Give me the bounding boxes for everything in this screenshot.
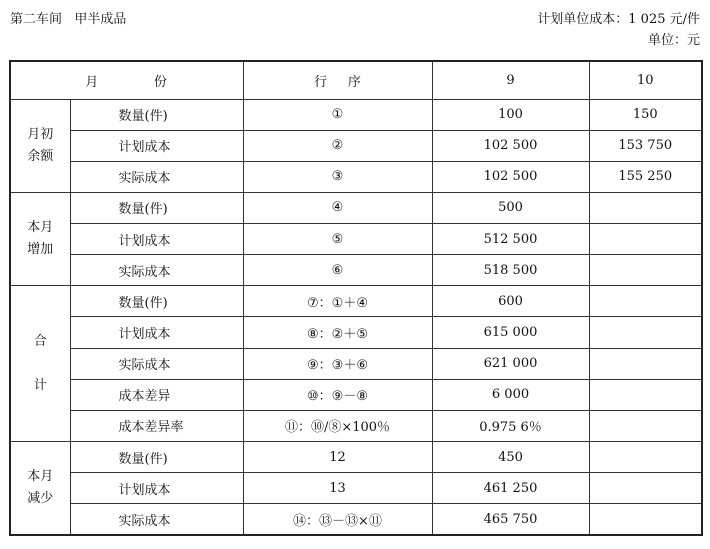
table-row	[10, 99, 702, 130]
row-order: ⑥	[243, 255, 432, 286]
row-value-m9: 461 250	[432, 473, 589, 504]
row-value-m9: 512 500	[432, 224, 589, 255]
table-row	[10, 473, 702, 504]
group-label	[10, 286, 70, 442]
group-label-line: 本月	[27, 469, 54, 485]
row-item-label: 实际成本	[70, 504, 243, 535]
table-body	[10, 99, 702, 535]
table-row	[10, 348, 702, 379]
group-label-line: 减少	[27, 491, 54, 507]
row-order: ⑪：⑩/⑧×100％	[243, 410, 432, 441]
row-order: ⑦：①＋④	[243, 286, 432, 317]
row-item-label: 实际成本	[70, 161, 243, 192]
row-item-label: 实际成本	[70, 348, 243, 379]
row-order: ⑨：③＋⑥	[243, 348, 432, 379]
table-row	[10, 379, 702, 410]
table-row	[10, 224, 702, 255]
group-label	[10, 192, 70, 285]
group-label-line: 计	[33, 377, 47, 393]
row-item-label: 数量(件)	[70, 442, 243, 473]
row-value-m9: 102 500	[432, 130, 589, 161]
row-item-label: 计划成本	[70, 473, 243, 504]
row-item-label: 数量(件)	[70, 286, 243, 317]
row-value-m10: 150	[589, 99, 702, 130]
row-order: ⑧：②＋⑤	[243, 317, 432, 348]
row-order: ③	[243, 161, 432, 192]
row-value-m9: 465 750	[432, 504, 589, 535]
col-header-order: 行 序	[243, 61, 432, 99]
row-value-m10: 155 250	[589, 161, 702, 192]
table-row	[10, 286, 702, 317]
row-order: ④	[243, 192, 432, 223]
row-value-m10: 153 750	[589, 130, 702, 161]
group-label-line: 增加	[27, 242, 54, 258]
group-label	[10, 99, 70, 192]
row-value-m10	[589, 286, 702, 317]
group-label	[10, 442, 70, 535]
row-value-m10	[589, 348, 702, 379]
table-row	[10, 130, 702, 161]
table-row	[10, 410, 702, 441]
row-item-label: 计划成本	[70, 224, 243, 255]
row-value-m10	[589, 504, 702, 535]
row-value-m10	[589, 442, 702, 473]
row-value-m9: 600	[432, 286, 589, 317]
cost-table	[9, 60, 703, 536]
row-item-label: 计划成本	[70, 317, 243, 348]
row-order: ①	[243, 99, 432, 130]
col-header-m10: 10	[589, 61, 702, 99]
row-value-m10	[589, 224, 702, 255]
row-value-m10	[589, 317, 702, 348]
group-label-line: 余额	[27, 148, 54, 164]
row-item-label: 计划成本	[70, 130, 243, 161]
row-item-label: 数量(件)	[70, 99, 243, 130]
row-value-m9: 0.975 6％	[432, 410, 589, 441]
row-value-m10	[589, 379, 702, 410]
row-value-m9: 615 000	[432, 317, 589, 348]
row-order: ⑤	[243, 224, 432, 255]
row-value-m9: 500	[432, 192, 589, 223]
table-row	[10, 255, 702, 286]
row-item-label: 实际成本	[70, 255, 243, 286]
group-label-line: 本月	[27, 220, 54, 236]
table-row	[10, 192, 702, 223]
row-item-label: 成本差异	[70, 379, 243, 410]
table-row	[10, 161, 702, 192]
table-row	[10, 317, 702, 348]
header-row	[10, 61, 702, 99]
table-row	[10, 504, 702, 535]
row-value-m10	[589, 473, 702, 504]
row-order: ⑭：⑬－⑬×⑪	[243, 504, 432, 535]
group-label-line	[11, 353, 70, 375]
planned-unit-cost-label: 计划单位成本：1 025 元/件	[537, 12, 700, 27]
row-value-m9: 450	[432, 442, 589, 473]
row-order: 13	[243, 473, 432, 504]
currency-unit-label: 单位：元	[647, 33, 700, 48]
row-value-m10	[589, 410, 702, 441]
group-label-line: 合	[33, 333, 47, 349]
workshop-product-label: 第二车间 甲半成品	[10, 12, 127, 27]
table-row	[10, 442, 702, 473]
row-value-m9: 100	[432, 99, 589, 130]
row-item-label: 成本差异率	[70, 410, 243, 441]
row-value-m9: 518 500	[432, 255, 589, 286]
row-value-m9: 6 000	[432, 379, 589, 410]
row-value-m10	[589, 255, 702, 286]
row-value-m9: 621 000	[432, 348, 589, 379]
row-item-label: 数量(件)	[70, 192, 243, 223]
row-order: ⑩：⑨－⑧	[243, 379, 432, 410]
row-order: ②	[243, 130, 432, 161]
col-header-m9: 9	[432, 61, 589, 99]
group-label-line: 月初	[27, 126, 54, 142]
row-value-m9: 102 500	[432, 161, 589, 192]
row-order: 12	[243, 442, 432, 473]
col-header-month: 月 份	[10, 61, 243, 99]
row-value-m10	[589, 192, 702, 223]
